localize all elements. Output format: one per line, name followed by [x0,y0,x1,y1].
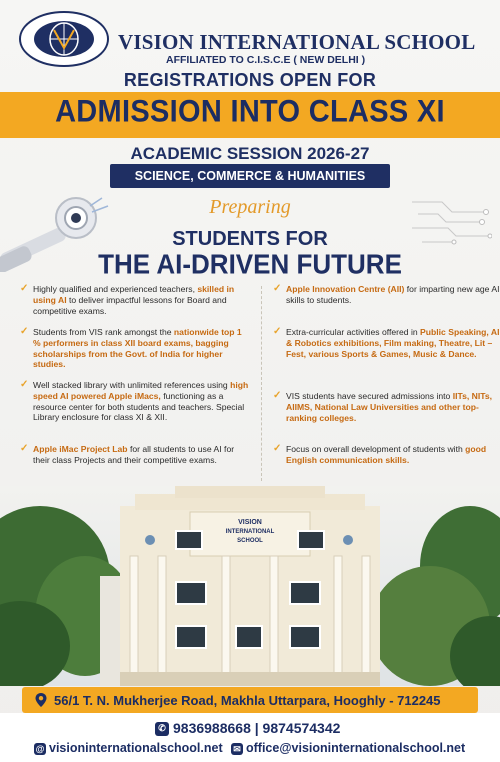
mail-icon: ✉ [231,743,243,755]
affiliation-text: AFFILIATED TO C.I.S.C.E ( NEW DELHI ) [166,54,366,66]
check-icon: ✓ [20,379,29,390]
column-divider [261,286,262,481]
building-sign-line3: SCHOOL [237,538,263,544]
feature-point: ✓ Well stacked library with unlimited references using high speed AI powered Apple iMacs, functioning as a resource center for both students and teachers. Special Library enclosure for class XI & XII. [20,379,249,423]
website-link[interactable]: visioninternationalschool.net [49,741,223,755]
phone-icon: ✆ [155,722,169,736]
check-icon: ✓ [273,326,282,337]
registrations-heading: REGISTRATIONS OPEN FOR [123,70,377,90]
feature-point: ✓ Apple Innovation Centre (AII) for imparting new age AI skills to students. [273,283,500,305]
tagline-line1: STUDENTS FOR [172,228,328,250]
feature-point: ✓ Students from VIS rank amongst the nationwide top 1 % performers in class XII board exams, bagging scholarships from the Govt. of India for higher studies. [20,326,242,370]
school-building-photo [0,486,500,686]
feature-point: ✓ Focus on overall development of students with good English communication skills. [273,443,487,465]
preparing-script: Preparing [209,196,291,218]
check-icon: ✓ [20,326,29,337]
tagline-line2: THE AI-DRIVEN FUTURE [98,248,402,280]
location-pin-icon [34,692,48,708]
building-sign-line2: INTERNATIONAL [225,529,275,535]
check-icon: ✓ [273,390,282,401]
check-icon: ✓ [20,283,29,294]
feature-point: ✓ Extra-curricular activities offered in Public Speaking, AI & Robotics exhibitions, Film making, Theatre, Lit – Fest, various Sports & Games, Music & Dance. [273,326,500,359]
school-logo [18,10,110,68]
phone-numbers[interactable]: 9836988668 | 9874574342 [173,720,341,736]
feature-point: ✓ VIS students have secured admissions into IITs, NITs, AIIMS, National Law Universities and other top-ranking colleges. [273,390,493,423]
feature-point: ✓ Apple iMac Project Lab for all students to use AI for their class Projects and their competitive exams. [20,443,235,465]
globe-icon: @ [35,744,45,754]
streams-badge: SCIENCE, COMMERCE & HUMANITIES [110,164,390,188]
address-text: 56/1 T. N. Mukherjee Road, Makhla Uttarpara, Hooghly - 712245 [54,693,441,708]
school-name: VISION INTERNATIONAL SCHOOL [118,30,476,54]
check-icon: ✓ [20,443,29,454]
feature-point: ✓ Highly qualified and experienced teachers, skilled in using AI to deliver impactful lessons for Board and competitive exams. [20,283,235,316]
email-link[interactable]: office@visioninternationalschool.net [246,741,466,755]
check-icon: ✓ [273,443,282,454]
academic-session: ACADEMIC SESSION 2026-27 [130,144,370,163]
admission-heading: ADMISSION INTO CLASS XI [55,94,445,130]
check-icon: ✓ [273,283,282,294]
building-sign-line1: VISION [238,519,262,526]
